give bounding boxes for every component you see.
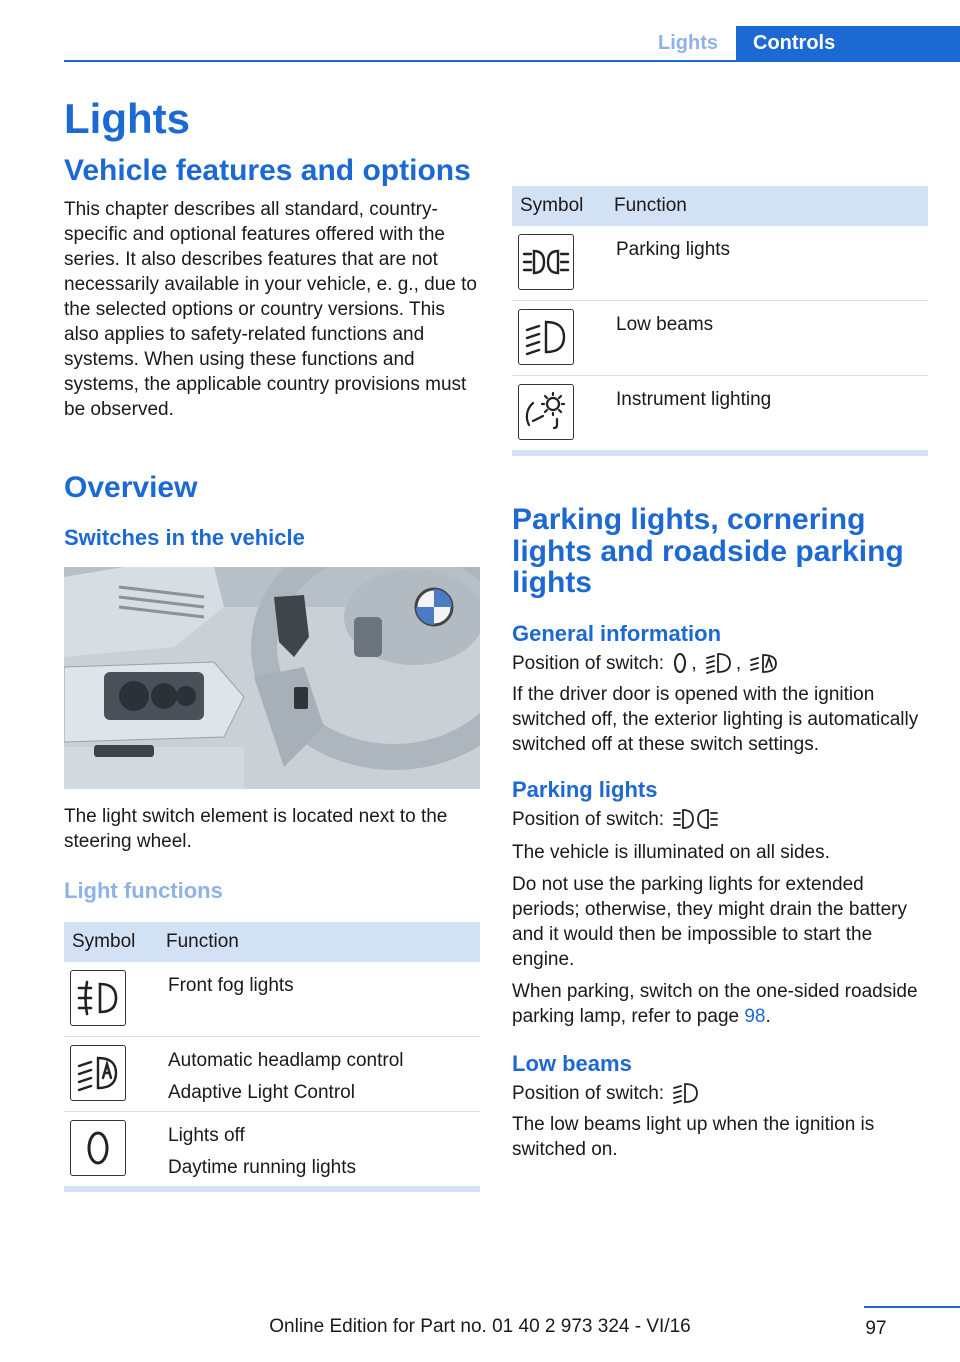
left-column xyxy=(64,96,480,1192)
switch-caption: The light switch element is located next to the steering wheel. xyxy=(64,806,448,853)
parking-lights-heading: Parking lights xyxy=(512,776,658,802)
low-position-label: Position of switch: xyxy=(512,1082,665,1104)
light-functions-heading: Light functions xyxy=(64,878,223,904)
vehicle-features-heading: Vehicle features and options xyxy=(64,154,471,188)
parking-p3-text: When parking, switch on the one-sided roadside parking lamp, refer to page xyxy=(512,980,918,1027)
function-label: Adaptive Light Control xyxy=(168,1082,355,1104)
header-section-label: Lights xyxy=(658,32,718,54)
function-label: Low beams xyxy=(616,314,714,335)
table-row xyxy=(64,1112,480,1190)
col-function-header: Function xyxy=(160,922,480,962)
vehicle-features-body: This chapter describes all standard, country-specific and optional features offered with the series. It also describes features that are not necessarily available in your vehicle, e. g., due to the selected options or country versions. This also applies to safety-related functions and systems. When using these functions and systems, the applicable country provisions must be observed. xyxy=(64,198,477,420)
col-function-header: Function xyxy=(608,186,928,226)
header-chapter-tab: Controls xyxy=(736,26,960,62)
general-position-label: Position of switch: xyxy=(512,652,665,674)
page-title: Lights xyxy=(64,95,190,142)
low-position-line xyxy=(512,1081,928,1106)
function-label: Instrument lighting xyxy=(616,389,772,410)
general-info-heading: General information xyxy=(512,620,722,646)
parking-lights-icon xyxy=(518,234,574,290)
parking-p1: The vehicle is illuminated on all sides. xyxy=(512,841,830,863)
separator: , xyxy=(735,652,742,674)
automatic-headlamp-icon xyxy=(70,1045,126,1101)
front-fog-lights-icon xyxy=(70,970,126,1026)
page-reference-link[interactable]: 98 xyxy=(744,1005,766,1027)
light-switch-photo xyxy=(64,567,480,789)
function-label: Parking lights xyxy=(616,239,731,260)
parking-position-label: Position of switch: xyxy=(512,808,665,830)
table-row xyxy=(64,1037,480,1112)
automatic-headlamp-icon xyxy=(750,652,778,674)
low-beams-icon xyxy=(673,1082,699,1104)
separator: , xyxy=(691,652,697,674)
edition-footer: Online Edition for Part no. 01 40 2 973 324 - VI/16 xyxy=(269,1316,691,1337)
footer-rule xyxy=(864,1306,960,1308)
col-symbol-header: Symbol xyxy=(512,186,608,226)
parking-p3-end: . xyxy=(765,1005,771,1027)
light-functions-table xyxy=(64,922,480,1192)
low-beams-icon xyxy=(706,652,732,674)
lights-off-icon xyxy=(673,652,687,674)
function-label: Lights off xyxy=(168,1125,245,1147)
low-beams-heading: Low beams xyxy=(512,1050,632,1076)
table-row xyxy=(512,226,928,301)
overview-heading: Overview xyxy=(64,470,198,504)
low-beams-body: The low beams light up when the ignition is switched on. xyxy=(512,1113,875,1160)
parking-position-line xyxy=(512,807,928,832)
function-label: Automatic headlamp control xyxy=(168,1050,404,1072)
table-row xyxy=(64,962,480,1037)
low-beams-icon xyxy=(518,309,574,365)
switches-heading: Switches in the vehicle xyxy=(64,525,305,551)
parking-p2: Do not use the parking lights for extended periods; otherwise, they might drain the battery and it would then be impossible to start the engine. xyxy=(512,873,907,970)
light-symbols-table xyxy=(512,186,928,456)
right-column xyxy=(512,186,928,1162)
general-info-body: If the driver door is opened with the ignition switched off, the exterior lighting is automatically switched off at these switch settings. xyxy=(512,683,919,755)
parking-p3 xyxy=(512,979,928,1029)
instrument-lighting-icon xyxy=(518,384,574,440)
parking-lights-icon xyxy=(673,808,719,830)
table-row xyxy=(512,301,928,376)
table-row xyxy=(512,376,928,454)
header-rule xyxy=(64,60,960,62)
lights-off-icon xyxy=(70,1120,126,1176)
general-position-line xyxy=(512,651,928,676)
parking-section-heading: Parking lights, cornering lights and roadside parking lights xyxy=(512,503,904,599)
function-label: Front fog lights xyxy=(168,975,294,997)
col-symbol-header: Symbol xyxy=(64,922,160,962)
page-number: 97 xyxy=(865,1318,887,1339)
function-label: Daytime running lights xyxy=(168,1157,356,1179)
